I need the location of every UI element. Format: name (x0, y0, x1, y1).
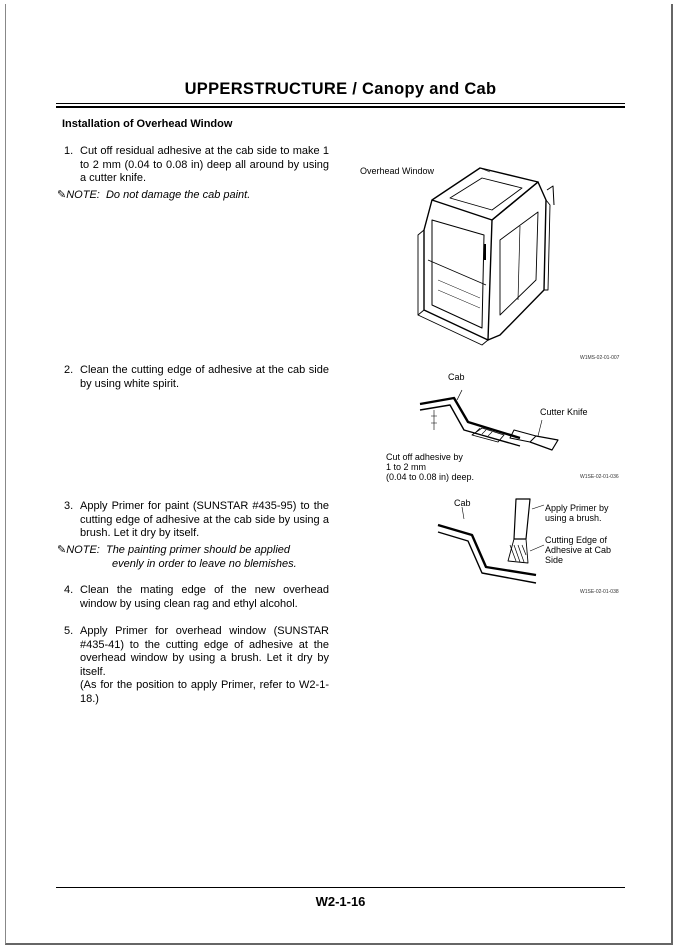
fig3-code: W1SE-02-01-038 (580, 589, 619, 595)
step-2 (64, 364, 329, 391)
fig2-code: W1SE-02-01-036 (580, 474, 619, 480)
step-5 (64, 625, 329, 707)
fig3-primer-line2: using a brush. (545, 513, 602, 523)
step-text-reference: (As for the position to apply Primer, refer to W2-1-18.) (80, 679, 329, 705)
section-heading: Installation of Overhead Window (62, 118, 233, 130)
footer-rule (56, 887, 625, 888)
fig3-cab-label: Cab (454, 498, 471, 508)
fig2-cab-label: Cab (448, 372, 465, 382)
note-1 (57, 189, 329, 203)
step-number: 5. (64, 625, 74, 637)
note-label: NOTE: (66, 544, 100, 556)
page-title: UPPERSTRUCTURE / Canopy and Cab (184, 80, 497, 98)
step-text: Cut off residual adhesive at the cab side to make 1 to 2 mm (0.04 to 0.08 in) deep all around by using a cutter knife. (80, 145, 329, 185)
fig3-edge-line3: Side (545, 555, 564, 565)
fig2-note-line2: 1 to 2 mm (386, 462, 427, 472)
step-3 (64, 500, 329, 541)
pencil-icon: ✎ (57, 544, 67, 556)
note-text: Do not damage the cab paint. (105, 189, 251, 201)
fig2-knife-label: Cutter Knife (540, 407, 588, 417)
note-text: The painting primer should be applied (105, 544, 291, 556)
step-number: 2. (64, 364, 74, 376)
note-2 (57, 544, 329, 571)
title-rule (56, 103, 625, 104)
pencil-icon: ✎ (57, 189, 67, 201)
fig2-note-line3: (0.04 to 0.08 in) deep. (386, 472, 475, 482)
cutter-knife-illustration (412, 380, 572, 460)
step-text: Clean the cutting edge of adhesive at the cab side by using white spirit. (80, 364, 329, 390)
cab-illustration (410, 160, 560, 350)
fig2-note-line1: Cut off adhesive by (386, 452, 463, 462)
step-number: 4. (64, 584, 74, 596)
step-number: 1. (64, 145, 74, 157)
fig3-edge-line1: Cutting Edge of (545, 535, 608, 545)
step-text: Apply Primer for overhead window (SUNSTAR #435-41) to the cutting edge of adhesive at the overhead window by using a brush. Let it dry by itself. (80, 625, 329, 678)
title-rule-thick (56, 106, 625, 108)
fig1-code: W1MS-02-01-007 (580, 355, 620, 361)
step-text: Clean the mating edge of the new overhead window by using clean rag and ethyl alcohol. (80, 584, 329, 610)
fig3-edge-line2: Adhesive at Cab (545, 545, 612, 555)
note-text-continued: evenly in order to leave no blemishes. (112, 557, 297, 570)
fig1-label: Overhead Window (360, 166, 435, 176)
fig3-primer-line1: Apply Primer by (545, 503, 609, 513)
note-label: NOTE: (66, 189, 100, 201)
step-4 (64, 584, 329, 611)
step-number: 3. (64, 500, 74, 512)
brush-illustration (436, 495, 546, 585)
page-number: W2-1-16 (315, 894, 366, 909)
step-1 (64, 145, 329, 186)
step-text: Apply Primer for paint (SUNSTAR #435-95) to the cutting edge of adhesive at the cab side by using a brush. Let it dry by itself. (80, 500, 329, 540)
